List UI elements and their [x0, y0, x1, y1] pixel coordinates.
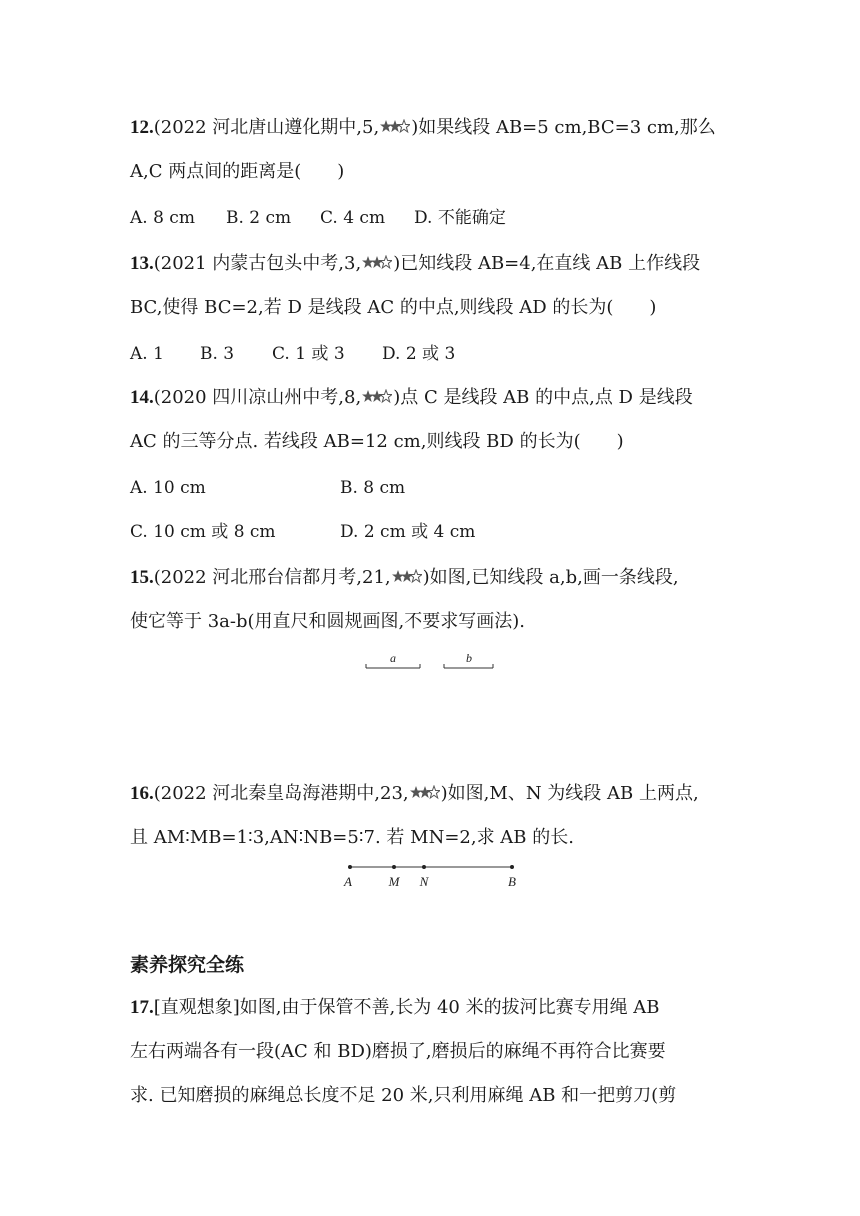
q17-stem-1: [直观想象]如图,由于保管不善,长为 40 米的拔河比赛专用绳 AB — [153, 997, 660, 1018]
q14-option-d: D. 2 cm 或 4 cm — [340, 522, 476, 542]
q12-line2: A,C 两点间的距离是( ) — [130, 161, 345, 182]
q12-stem: )如果线段 AB=5 cm,BC=3 cm,那么 — [411, 117, 716, 138]
q15-number: 15. — [130, 567, 154, 588]
q13-number: 13. — [130, 253, 154, 274]
point-a-label: A — [344, 874, 352, 889]
section-heading: 素养探究全练 — [130, 954, 245, 976]
q16-number: 16. — [130, 783, 154, 804]
q16-source: (2022 河北秦皇岛海港期中,23, — [153, 783, 409, 804]
q14-line2: AC 的三等分点. 若线段 AB=12 cm,则线段 BD 的长为( ) — [130, 431, 624, 452]
q14-option-c: C. 10 cm 或 8 cm — [130, 522, 276, 542]
point-m — [392, 865, 396, 869]
point-n-label: N — [419, 874, 429, 889]
q17-line2: 左右两端各有一段(AC 和 BD)磨损了,磨损后的麻绳不再符合比赛要 — [130, 1041, 666, 1062]
q14-number: 14. — [130, 387, 154, 408]
q15-line2: 使它等于 3a-b(用直尺和圆规画图,不要求写画法). — [130, 611, 525, 632]
segment-a-label: a — [390, 651, 396, 665]
segment-b — [444, 651, 493, 668]
q12-source: (2022 河北唐山遵化期中,5, — [153, 117, 380, 138]
q15-stem: )如图,已知线段 a,b,画一条线段, — [422, 567, 679, 588]
difficulty-stars-icon — [410, 785, 440, 801]
q14-source: (2020 四川凉山州中考,8, — [153, 387, 362, 408]
q17-line1 — [130, 996, 660, 1020]
q13-line1 — [130, 252, 700, 276]
difficulty-stars-icon — [380, 119, 410, 135]
q14-stem: )点 C 是线段 AB 的中点,点 D 是线段 — [393, 387, 693, 408]
q15-segments-figure — [360, 648, 500, 674]
point-a — [348, 865, 352, 869]
q12-option-d: D. 不能确定 — [414, 208, 506, 228]
segment-a — [366, 651, 420, 668]
q13-option-b: B. 3 — [200, 344, 235, 364]
q17-line3: 求. 已知磨损的麻绳总长度不足 20 米,只利用麻绳 AB 和一把剪刀(剪 — [130, 1085, 677, 1106]
q17-number: 17. — [130, 997, 154, 1018]
q16-stem: )如图,M、N 为线段 AB 上两点, — [440, 783, 699, 804]
q15-source: (2022 河北邢台信都月考,21, — [153, 567, 391, 588]
q12-number: 12. — [130, 117, 154, 138]
point-m-label: M — [388, 874, 400, 889]
difficulty-stars-icon — [362, 389, 392, 405]
segment-b-label: b — [466, 651, 472, 665]
point-b-label: B — [508, 874, 516, 889]
q12-option-a: A. 8 cm — [130, 208, 195, 228]
q12-option-b: B. 2 cm — [226, 208, 292, 228]
point-n — [422, 865, 426, 869]
q16-line1 — [130, 782, 699, 806]
q14-option-a: A. 10 cm — [130, 478, 206, 498]
q14-line1 — [130, 386, 693, 410]
q16-segment-figure — [336, 858, 526, 892]
q14-option-b: B. 8 cm — [340, 478, 406, 498]
q13-option-a: A. 1 — [130, 344, 164, 364]
q13-source: (2021 内蒙古包头中考,3, — [153, 253, 362, 274]
q13-option-c: C. 1 或 3 — [272, 344, 345, 364]
difficulty-stars-icon — [362, 255, 392, 271]
q13-line2: BC,使得 BC=2,若 D 是线段 AC 的中点,则线段 AD 的长为( ) — [130, 297, 657, 318]
q12-line1 — [130, 116, 716, 140]
q15-line1 — [130, 566, 679, 590]
point-b — [510, 865, 514, 869]
q13-option-d: D. 2 或 3 — [382, 344, 456, 364]
difficulty-stars-icon — [392, 569, 422, 585]
q12-option-c: C. 4 cm — [320, 208, 386, 228]
q16-line2: 且 AM∶MB=1∶3,AN∶NB=5∶7. 若 MN=2,求 AB 的长. — [130, 827, 574, 848]
q13-stem: )已知线段 AB=4,在直线 AB 上作线段 — [393, 253, 701, 274]
